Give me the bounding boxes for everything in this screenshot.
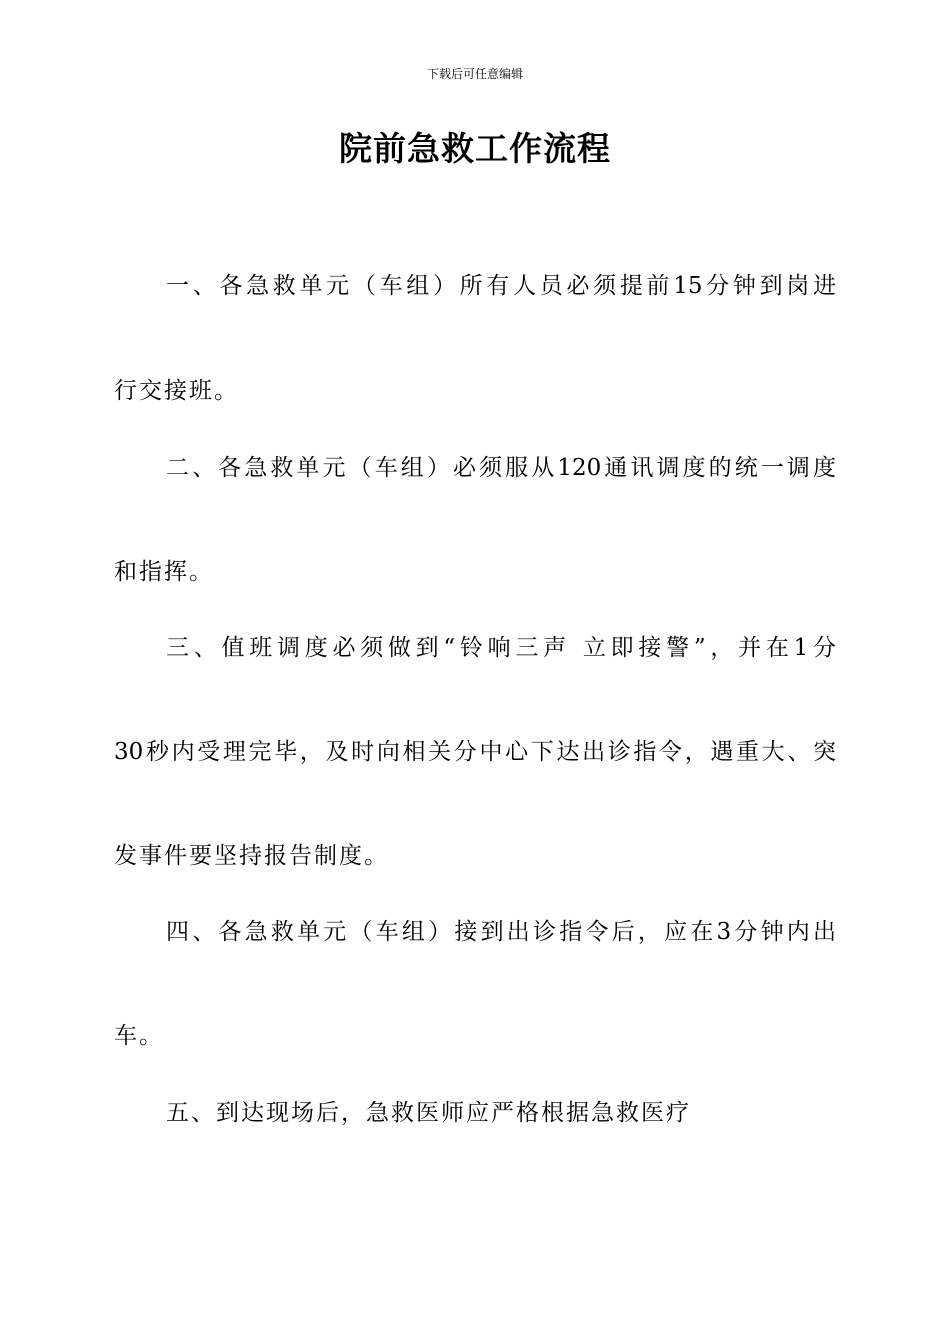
paragraph-3-line-3: 发事件要坚持报告制度。 <box>114 843 389 869</box>
paragraph-4-line-1: 四、各急救单元（车组）接到出诊指令后，应在3分钟内出 <box>166 919 836 945</box>
paragraph-3-line-1: 三、值班调度必须做到“铃响三声 立即接警”，并在1分 <box>166 635 836 661</box>
header-note: 下载后可任意编辑 <box>426 67 523 81</box>
document-title: 院前急救工作流程 <box>339 129 611 168</box>
paragraph-4-line-2: 车。 <box>114 1023 164 1049</box>
paragraph-2-line-2: 和指挥。 <box>114 559 214 585</box>
paragraph-1-line-1: 一、各急救单元（车组）所有人员必须提前15分钟到岗进 <box>166 273 836 299</box>
paragraph-5-line-1: 五、到达现场后，急救医师应严格根据急救医疗 <box>166 1100 691 1126</box>
paragraph-2-line-1: 二、各急救单元（车组）必须服从120通讯调度的统一调度 <box>166 455 836 481</box>
paragraph-3-line-2: 30秒内受理完毕，及时向相关分中心下达出诊指令，遇重大、突 <box>114 739 836 765</box>
paragraph-1-line-2: 行交接班。 <box>114 378 239 404</box>
